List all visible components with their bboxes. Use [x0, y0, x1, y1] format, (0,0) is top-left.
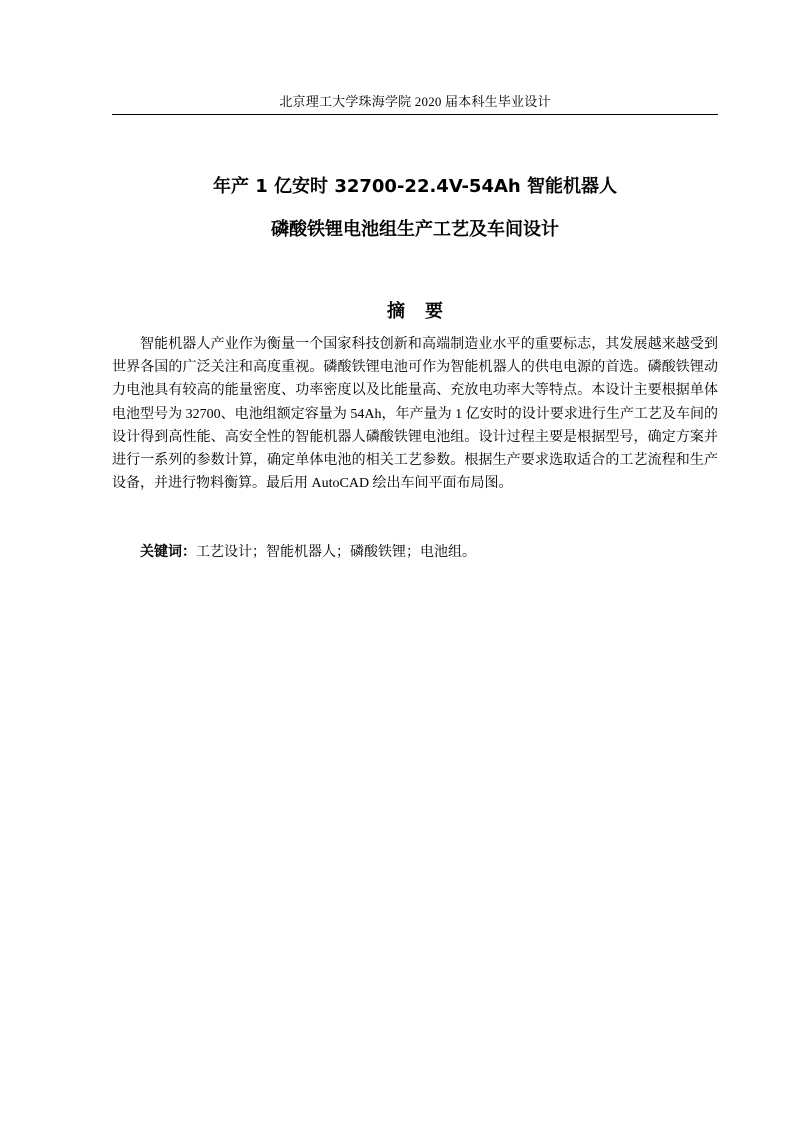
abstract-body: 智能机器人产业作为衡量一个国家科技创新和高端制造业水平的重要标志，其发展越来越受到世界各国的广泛关注和高度重视。磷酸铁锂电池可作为智能机器人的供电电源的首选。磷酸铁锂动力电池具有较高的能量密度、功率密度以及比能量高、充放电功率大等特点。本设计主要根据单体电池型号为 32700、电池组额定容量为 54Ah，年产量为 1 亿安时的设计要求进行生产工艺及车间的设计得到高性能、高安全性的智能机器人磷酸铁锂电池组。设计过程主要是根据型号，确定方案并进行一系列的参数计算，确定单体电池的相关工艺参数。根据生产要求选取适合的工艺流程和生产设备，并进行物料衡算。最后用 AutoCAD 绘出车间平面布局图。 — [112, 337, 718, 492]
title-line-1: 年产 1 亿安时 32700-22.4V-54Ah 智能机器人 — [213, 176, 617, 197]
keywords-label: 关键词： — [140, 544, 196, 560]
title-line-2: 磷酸铁锂电池组生产工艺及车间设计 — [271, 219, 559, 240]
keywords-text: 工艺设计；智能机器人；磷酸铁锂；电池组。 — [196, 545, 476, 560]
abstract-heading: 摘要 — [387, 301, 463, 322]
keywords-line — [112, 541, 718, 564]
header-rule — [112, 114, 718, 115]
running-header: 北京理工大学珠海学院 2020 届本科生毕业设计 — [279, 94, 551, 109]
